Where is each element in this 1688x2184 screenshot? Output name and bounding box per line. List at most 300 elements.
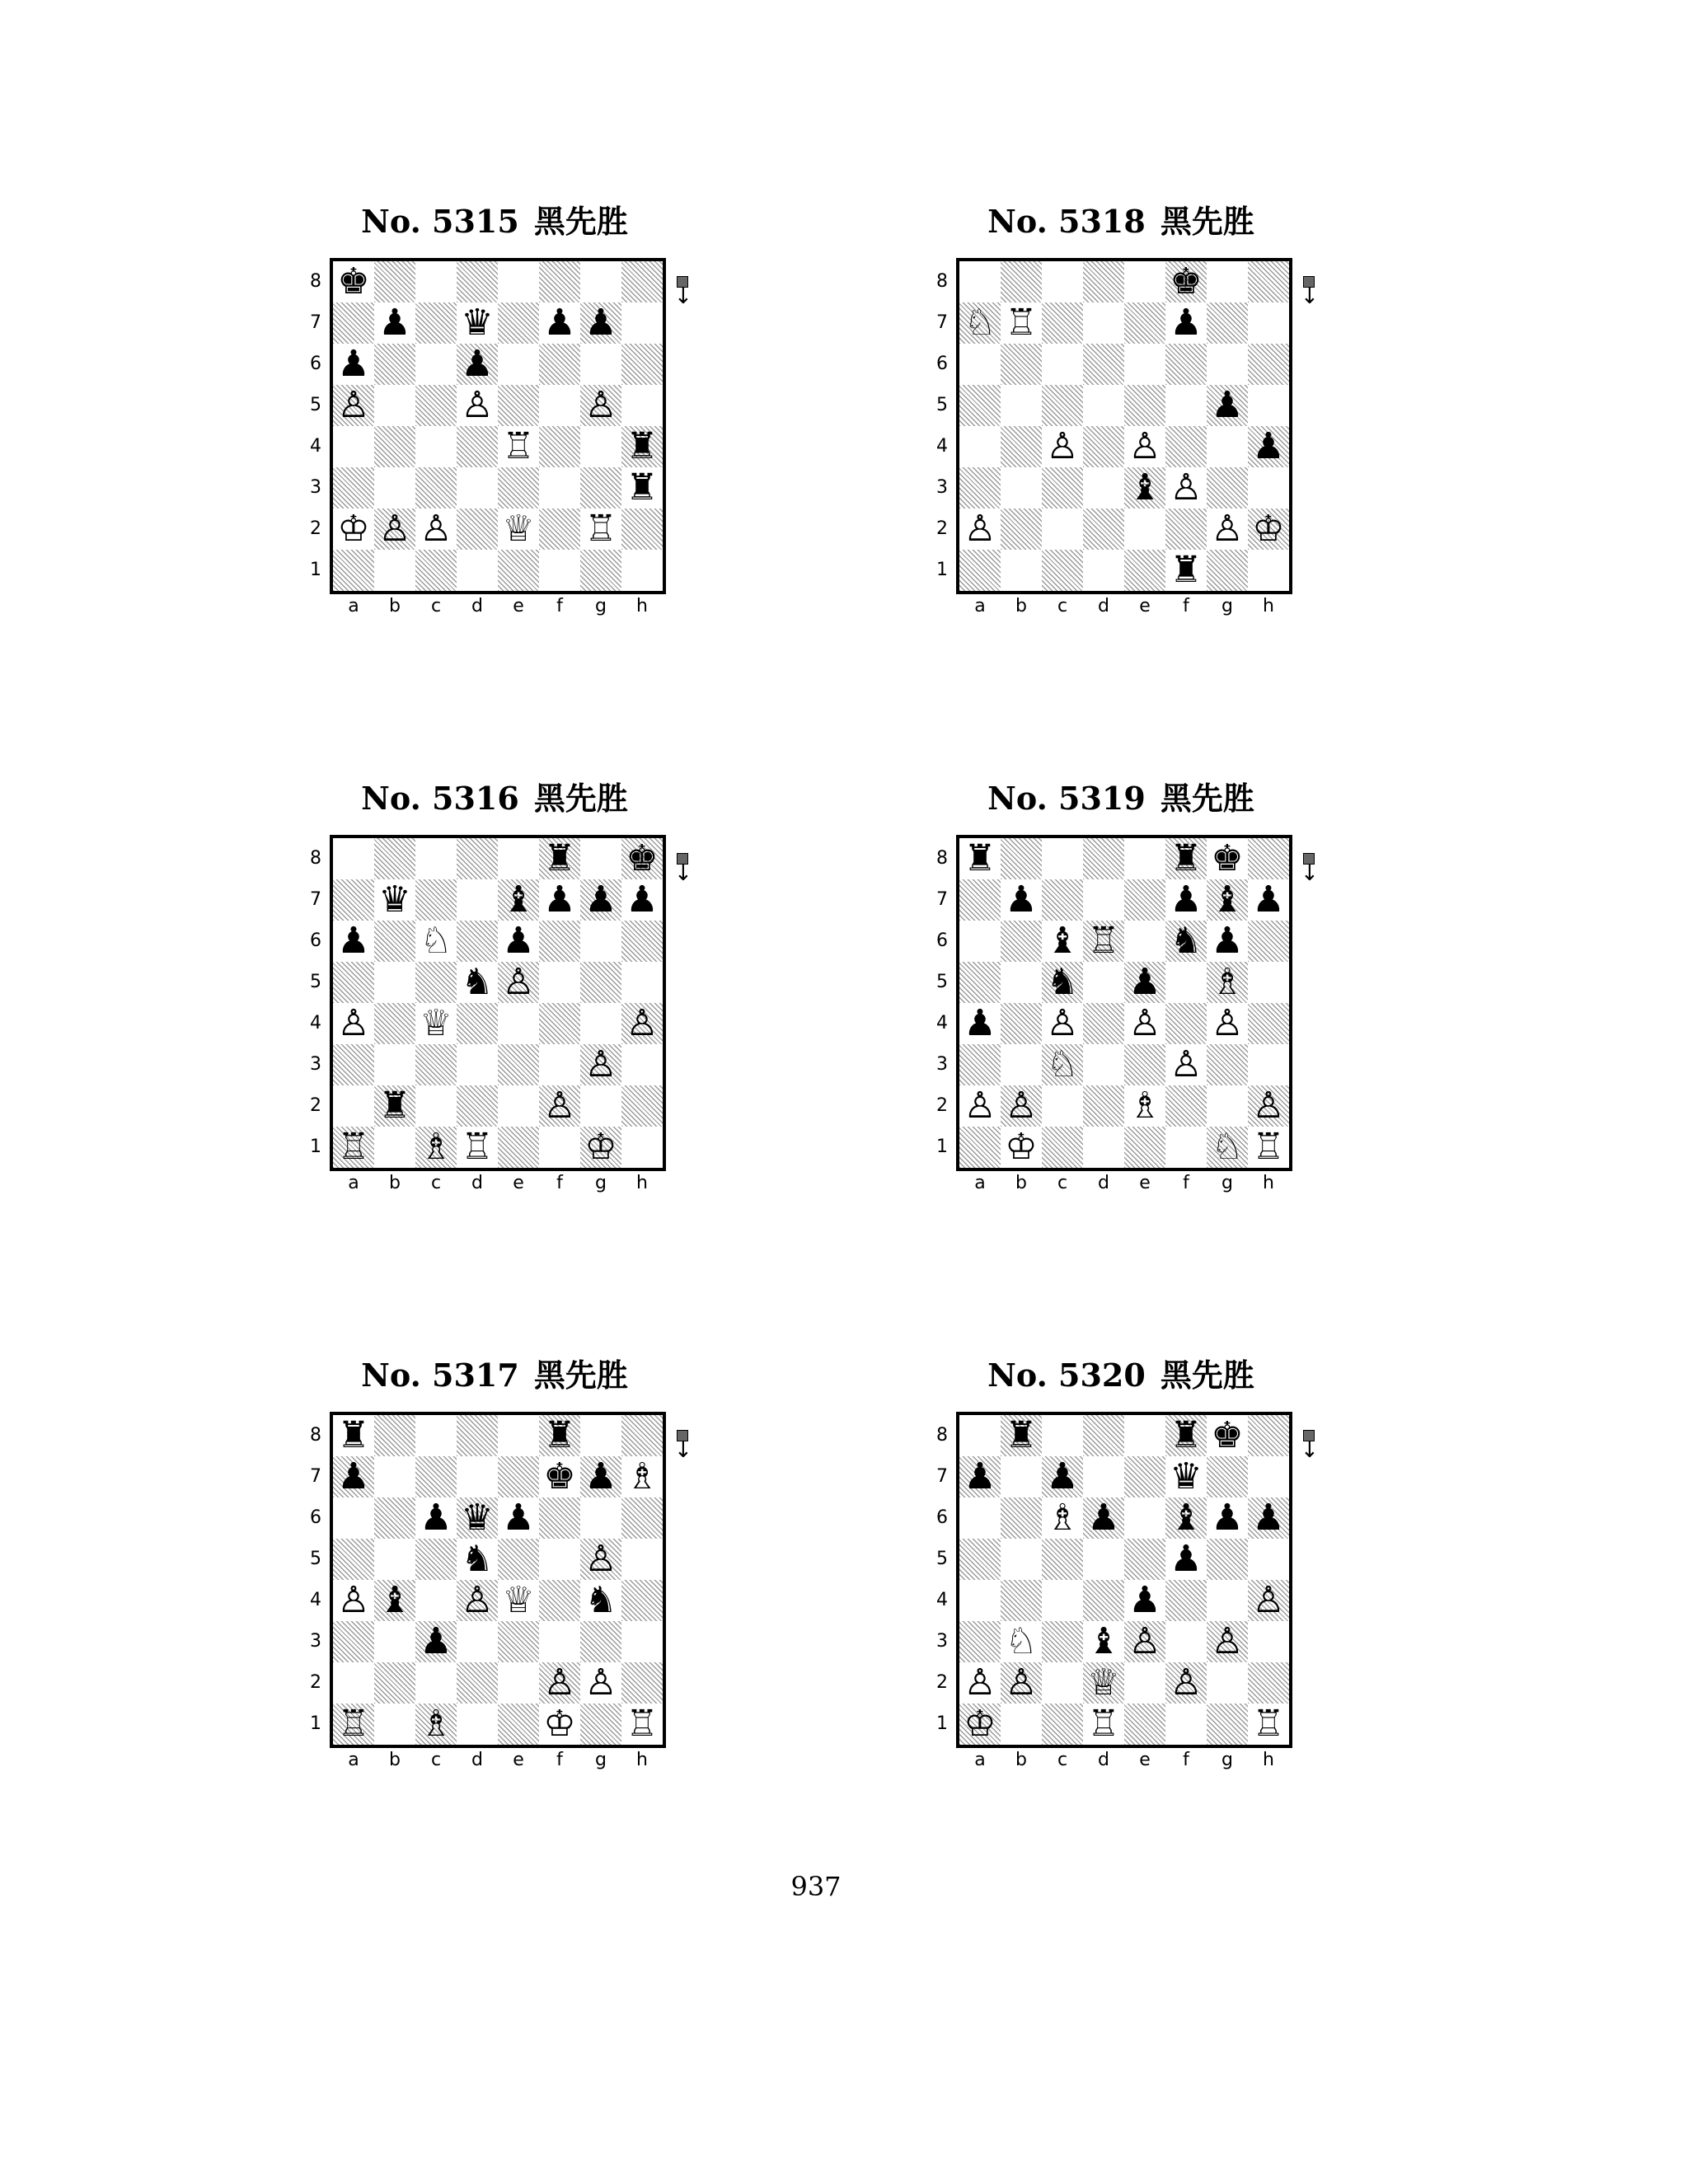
square-d1 — [457, 1127, 498, 1168]
square-d4 — [457, 1003, 498, 1044]
square-a8 — [959, 261, 1001, 302]
rank-label: 4 — [936, 436, 948, 457]
white-rook-icon: ♖ — [626, 1703, 659, 1745]
rank-label: 4 — [310, 1013, 321, 1033]
square-b2 — [374, 1662, 415, 1704]
black-king-icon: ♚ — [543, 1455, 576, 1497]
file-label: g — [1221, 1750, 1233, 1770]
white-rook-icon: ♖ — [584, 508, 617, 550]
white-bishop-icon: ♗ — [420, 1703, 452, 1745]
square-e1 — [1124, 550, 1165, 591]
side-to-move-indicator — [674, 276, 691, 317]
file-label: e — [1139, 596, 1151, 616]
square-g6 — [1207, 1497, 1248, 1539]
file-label: a — [974, 1750, 986, 1770]
square-a6 — [959, 344, 1001, 385]
square-a2 — [333, 509, 374, 550]
square-e4 — [1124, 426, 1165, 467]
square-a3 — [959, 1621, 1001, 1662]
square-h2 — [1248, 509, 1289, 550]
square-d2 — [457, 1085, 498, 1127]
square-a3 — [959, 467, 1001, 509]
square-f5 — [1165, 385, 1207, 426]
white-pawn-icon: ♙ — [337, 1002, 370, 1044]
rank-label: 1 — [936, 1713, 948, 1734]
black-rook-icon: ♜ — [626, 425, 659, 467]
square-h6 — [621, 1497, 663, 1539]
side-to-move-indicator — [674, 853, 691, 894]
square-b5 — [374, 962, 415, 1003]
square-c6 — [1042, 921, 1083, 962]
square-h8 — [621, 838, 663, 879]
square-b3 — [1001, 1621, 1042, 1662]
rank-label: 2 — [936, 1672, 948, 1693]
square-b7 — [1001, 879, 1042, 921]
side-to-move-indicator — [1301, 276, 1317, 317]
square-c3 — [1042, 1044, 1083, 1085]
black-rook-icon: ♜ — [1170, 549, 1203, 591]
white-knight-icon: ♘ — [1005, 1620, 1038, 1662]
square-b6 — [1001, 344, 1042, 385]
rank-label: 2 — [936, 518, 948, 539]
square-f5 — [539, 1539, 580, 1580]
square-g8 — [580, 261, 621, 302]
file-label: a — [348, 1750, 359, 1770]
square-d1 — [1083, 1704, 1124, 1745]
square-a7 — [959, 1456, 1001, 1497]
chess-board — [956, 835, 1292, 1171]
square-e2 — [498, 1085, 539, 1127]
square-a3 — [333, 1044, 374, 1085]
square-f2 — [539, 1662, 580, 1704]
white-pawn-icon: ♙ — [1005, 1085, 1038, 1127]
square-c8 — [1042, 261, 1083, 302]
square-h5 — [1248, 962, 1289, 1003]
white-pawn-icon: ♙ — [420, 508, 452, 550]
square-c8 — [1042, 1415, 1083, 1456]
file-label: a — [974, 596, 986, 616]
square-f2 — [539, 509, 580, 550]
white-queen-icon: ♕ — [502, 508, 535, 550]
rank-label: 4 — [310, 1590, 321, 1610]
square-h6 — [621, 921, 663, 962]
square-c5 — [415, 962, 457, 1003]
square-a5 — [959, 385, 1001, 426]
square-f2 — [539, 1085, 580, 1127]
file-label: g — [595, 1173, 607, 1193]
square-a6 — [333, 921, 374, 962]
rank-label: 1 — [310, 560, 321, 580]
rank-label: 3 — [310, 1054, 321, 1075]
square-h2 — [621, 1662, 663, 1704]
square-c1 — [415, 1704, 457, 1745]
square-f4 — [539, 426, 580, 467]
square-f4 — [1165, 1003, 1207, 1044]
square-g3 — [580, 1044, 621, 1085]
white-rook-icon: ♖ — [1252, 1703, 1285, 1745]
black-pawn-icon: ♟ — [1170, 879, 1203, 921]
side-to-move-indicator — [1301, 1430, 1317, 1471]
white-pawn-icon: ♙ — [1170, 466, 1203, 509]
file-label: g — [1221, 1173, 1233, 1193]
square-e7 — [498, 302, 539, 344]
file-label: e — [513, 1173, 524, 1193]
board-diagram — [310, 258, 725, 637]
square-d5 — [1083, 962, 1124, 1003]
black-pawn-icon: ♟ — [964, 1455, 996, 1497]
white-pawn-icon: ♙ — [337, 384, 370, 426]
square-b2 — [1001, 1085, 1042, 1127]
square-e5 — [1124, 1539, 1165, 1580]
rank-label: 3 — [936, 1631, 948, 1652]
square-c2 — [1042, 1662, 1083, 1704]
square-h3 — [1248, 467, 1289, 509]
square-d3 — [1083, 467, 1124, 509]
white-pawn-icon: ♙ — [543, 1661, 576, 1704]
square-a8 — [333, 1415, 374, 1456]
black-pawn-icon: ♟ — [1005, 879, 1038, 921]
square-e5 — [498, 385, 539, 426]
black-pawn-icon: ♟ — [502, 920, 535, 962]
square-e5 — [498, 1539, 539, 1580]
square-e2 — [498, 1662, 539, 1704]
square-h8 — [1248, 838, 1289, 879]
square-d8 — [1083, 838, 1124, 879]
square-e8 — [498, 1415, 539, 1456]
white-bishop-icon: ♗ — [626, 1455, 659, 1497]
square-g4 — [580, 1580, 621, 1621]
black-pawn-icon: ♟ — [337, 920, 370, 962]
rank-label: 3 — [310, 477, 321, 498]
square-b4 — [1001, 1580, 1042, 1621]
rank-labels — [307, 261, 325, 591]
square-b7 — [374, 302, 415, 344]
square-c2 — [415, 1662, 457, 1704]
square-g5 — [1207, 385, 1248, 426]
square-h8 — [621, 261, 663, 302]
white-pawn-icon: ♙ — [626, 1002, 659, 1044]
square-d8 — [1083, 1415, 1124, 1456]
black-pawn-icon: ♟ — [337, 343, 370, 385]
rank-label: 6 — [936, 354, 948, 374]
rank-label: 7 — [936, 1466, 948, 1487]
file-label: b — [389, 596, 401, 616]
square-d8 — [457, 838, 498, 879]
side-to-move-indicator — [674, 1430, 691, 1471]
square-h3 — [1248, 1044, 1289, 1085]
black-pawn-icon: ♟ — [420, 1620, 452, 1662]
square-d7 — [1083, 302, 1124, 344]
file-labels — [959, 1173, 1289, 1197]
puzzle-title — [330, 773, 659, 818]
square-a2 — [959, 509, 1001, 550]
black-king-icon: ♚ — [1211, 1414, 1244, 1456]
square-f4 — [1165, 426, 1207, 467]
square-h4 — [1248, 1580, 1289, 1621]
file-label: g — [1221, 596, 1233, 616]
black-pawn-icon: ♟ — [1170, 1538, 1203, 1580]
square-a5 — [959, 962, 1001, 1003]
black-pawn-icon: ♟ — [1087, 1497, 1120, 1539]
white-pawn-icon: ♙ — [964, 1085, 996, 1127]
square-g2 — [580, 1662, 621, 1704]
square-a2 — [333, 1662, 374, 1704]
square-b1 — [374, 1127, 415, 1168]
rank-label: 4 — [936, 1590, 948, 1610]
black-rook-icon: ♜ — [543, 837, 576, 879]
square-e8 — [1124, 838, 1165, 879]
square-e8 — [498, 261, 539, 302]
square-b6 — [1001, 921, 1042, 962]
white-pawn-icon: ♙ — [543, 1085, 576, 1127]
rank-labels — [933, 261, 951, 591]
square-a7 — [333, 1456, 374, 1497]
square-e1 — [1124, 1704, 1165, 1745]
file-label: f — [1183, 1750, 1189, 1770]
file-label: d — [471, 1173, 483, 1193]
square-g8 — [1207, 1415, 1248, 1456]
square-e4 — [1124, 1003, 1165, 1044]
square-a1 — [333, 1127, 374, 1168]
square-d3 — [457, 1044, 498, 1085]
square-c8 — [415, 838, 457, 879]
square-b5 — [1001, 1539, 1042, 1580]
square-f7 — [539, 1456, 580, 1497]
black-rook-icon: ♜ — [543, 1414, 576, 1456]
file-label: f — [556, 596, 563, 616]
square-g7 — [580, 302, 621, 344]
rank-label: 1 — [310, 1137, 321, 1157]
square-a4 — [959, 1003, 1001, 1044]
square-g7 — [1207, 1456, 1248, 1497]
white-rook-icon: ♖ — [461, 1126, 494, 1168]
square-f5 — [1165, 962, 1207, 1003]
square-h1 — [621, 550, 663, 591]
square-g2 — [580, 509, 621, 550]
square-h7 — [1248, 879, 1289, 921]
white-rook-icon: ♖ — [1087, 1703, 1120, 1745]
rank-label: 5 — [310, 972, 321, 992]
square-g6 — [580, 921, 621, 962]
file-label: b — [1015, 1173, 1027, 1193]
square-b3 — [1001, 1044, 1042, 1085]
square-b8 — [1001, 1415, 1042, 1456]
rank-label: 5 — [310, 1549, 321, 1569]
square-b4 — [374, 426, 415, 467]
white-pawn-icon: ♙ — [1046, 425, 1079, 467]
white-rook-icon: ♖ — [337, 1126, 370, 1168]
file-labels — [959, 1750, 1289, 1774]
square-e4 — [498, 1003, 539, 1044]
black-pawn-icon: ♟ — [1128, 1579, 1161, 1621]
square-a7 — [333, 879, 374, 921]
square-c4 — [415, 1580, 457, 1621]
square-b5 — [1001, 962, 1042, 1003]
square-b8 — [1001, 261, 1042, 302]
square-h6 — [1248, 921, 1289, 962]
black-king-icon: ♚ — [337, 260, 370, 302]
square-f6 — [1165, 344, 1207, 385]
square-g7 — [1207, 879, 1248, 921]
puzzle-number: No. 5316 — [361, 780, 519, 817]
square-b7 — [1001, 302, 1042, 344]
file-label: h — [636, 1173, 648, 1193]
square-g3 — [580, 467, 621, 509]
square-g4 — [1207, 1003, 1248, 1044]
square-d4 — [1083, 426, 1124, 467]
square-h6 — [1248, 344, 1289, 385]
square-b1 — [374, 1704, 415, 1745]
square-e4 — [1124, 1580, 1165, 1621]
square-h1 — [621, 1704, 663, 1745]
square-b2 — [1001, 509, 1042, 550]
white-king-icon: ♔ — [1252, 508, 1285, 550]
square-b8 — [374, 261, 415, 302]
rank-label: 3 — [936, 1054, 948, 1075]
square-g4 — [1207, 1580, 1248, 1621]
square-a3 — [959, 1044, 1001, 1085]
square-c3 — [1042, 1621, 1083, 1662]
square-f1 — [1165, 1704, 1207, 1745]
white-pawn-icon: ♙ — [1211, 1620, 1244, 1662]
square-f2 — [1165, 509, 1207, 550]
rank-label: 1 — [936, 1137, 948, 1157]
square-d6 — [1083, 921, 1124, 962]
square-d3 — [457, 467, 498, 509]
white-pawn-icon: ♙ — [1005, 1661, 1038, 1704]
arrow-down-icon: ↓ — [1301, 1438, 1319, 1463]
square-c3 — [415, 467, 457, 509]
chess-board — [330, 258, 666, 594]
square-c1 — [1042, 550, 1083, 591]
square-e1 — [498, 1127, 539, 1168]
square-h1 — [1248, 1127, 1289, 1168]
black-rook-icon: ♜ — [378, 1085, 411, 1127]
file-label: h — [636, 1750, 648, 1770]
square-e7 — [1124, 302, 1165, 344]
white-rook-icon: ♖ — [337, 1703, 370, 1745]
square-d5 — [1083, 385, 1124, 426]
black-queen-icon: ♛ — [461, 1497, 494, 1539]
square-f7 — [1165, 1456, 1207, 1497]
square-e7 — [1124, 879, 1165, 921]
square-e8 — [1124, 1415, 1165, 1456]
puzzle-title — [330, 1350, 659, 1395]
square-a7 — [959, 879, 1001, 921]
white-queen-icon: ♕ — [502, 1579, 535, 1621]
board-diagram — [310, 835, 725, 1214]
white-knight-icon: ♘ — [1046, 1043, 1079, 1085]
square-d1 — [457, 550, 498, 591]
black-pawn-icon: ♟ — [1211, 384, 1244, 426]
square-c2 — [1042, 509, 1083, 550]
square-c4 — [415, 426, 457, 467]
square-d7 — [1083, 1456, 1124, 1497]
black-pawn-icon: ♟ — [1252, 879, 1285, 921]
square-e3 — [1124, 1044, 1165, 1085]
arrow-down-icon: ↓ — [674, 861, 692, 886]
puzzle-number: No. 5317 — [361, 1357, 519, 1394]
square-c2 — [415, 1085, 457, 1127]
square-c3 — [415, 1621, 457, 1662]
white-pawn-icon: ♙ — [584, 1661, 617, 1704]
rank-label: 8 — [310, 848, 321, 869]
square-g7 — [1207, 302, 1248, 344]
square-d3 — [457, 1621, 498, 1662]
black-pawn-icon: ♟ — [1170, 302, 1203, 344]
square-f5 — [539, 962, 580, 1003]
file-label: f — [556, 1173, 563, 1193]
square-f6 — [539, 1497, 580, 1539]
square-f7 — [1165, 302, 1207, 344]
file-label: d — [1098, 1750, 1109, 1770]
square-a1 — [333, 1704, 374, 1745]
black-rook-icon: ♜ — [337, 1414, 370, 1456]
square-g6 — [580, 1497, 621, 1539]
square-c8 — [415, 1415, 457, 1456]
file-label: b — [1015, 596, 1027, 616]
square-g1 — [580, 1704, 621, 1745]
square-a4 — [959, 1580, 1001, 1621]
square-c6 — [415, 344, 457, 385]
square-b6 — [1001, 1497, 1042, 1539]
square-a4 — [333, 426, 374, 467]
black-bishop-icon: ♝ — [502, 879, 535, 921]
white-bishop-icon: ♗ — [420, 1126, 452, 1168]
arrow-down-icon: ↓ — [1301, 284, 1319, 309]
arrow-down-icon: ↓ — [674, 284, 692, 309]
black-pawn-icon: ♟ — [1128, 961, 1161, 1003]
square-e7 — [498, 879, 539, 921]
square-h8 — [621, 1415, 663, 1456]
square-d1 — [457, 1704, 498, 1745]
square-f7 — [1165, 879, 1207, 921]
square-e6 — [498, 344, 539, 385]
black-pawn-icon: ♟ — [502, 1497, 535, 1539]
rank-label: 3 — [310, 1631, 321, 1652]
black-bishop-icon: ♝ — [1128, 466, 1161, 509]
square-d7 — [457, 1456, 498, 1497]
square-g4 — [580, 426, 621, 467]
square-h1 — [1248, 1704, 1289, 1745]
file-labels — [333, 596, 663, 621]
square-g8 — [580, 1415, 621, 1456]
square-h7 — [1248, 1456, 1289, 1497]
board-diagram — [936, 835, 1352, 1214]
puzzle-task: 黑先胜 — [1160, 204, 1254, 240]
square-c2 — [1042, 1085, 1083, 1127]
rank-label: 7 — [310, 889, 321, 910]
square-c5 — [415, 385, 457, 426]
rank-label: 8 — [936, 848, 948, 869]
square-a1 — [959, 1704, 1001, 1745]
square-b1 — [1001, 1127, 1042, 1168]
square-c6 — [415, 921, 457, 962]
square-a6 — [959, 1497, 1001, 1539]
square-c8 — [1042, 838, 1083, 879]
square-e1 — [498, 1704, 539, 1745]
puzzle-task: 黑先胜 — [1160, 780, 1254, 817]
rank-label: 7 — [310, 312, 321, 333]
square-f3 — [539, 1621, 580, 1662]
white-pawn-icon: ♙ — [1170, 1043, 1203, 1085]
square-h2 — [1248, 1085, 1289, 1127]
black-pawn-icon: ♟ — [584, 879, 617, 921]
square-d8 — [457, 261, 498, 302]
rank-label: 7 — [310, 1466, 321, 1487]
square-d7 — [457, 879, 498, 921]
white-pawn-icon: ♙ — [584, 1538, 617, 1580]
